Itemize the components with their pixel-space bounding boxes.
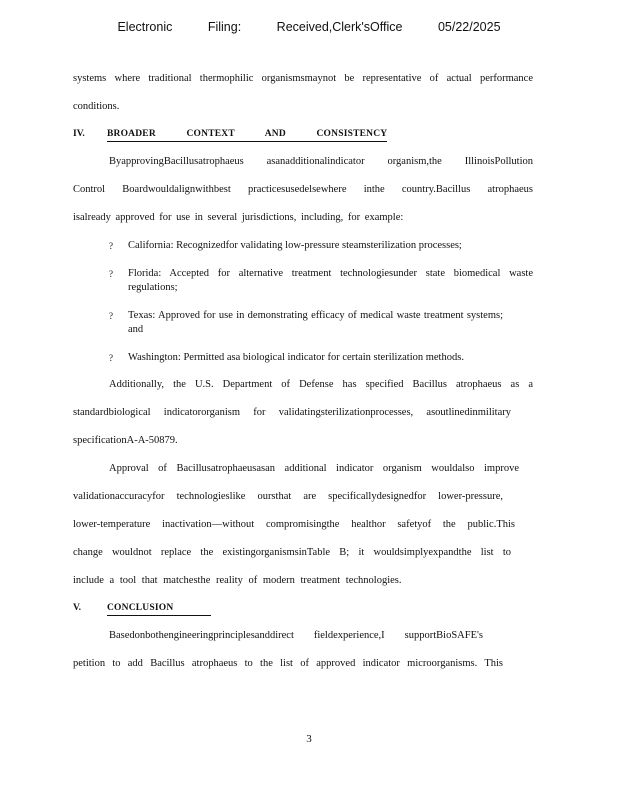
filing-stamp-header [0,20,618,34]
paragraph-line: Additionally, the U.S. Department of Defense has specified Bacillus atrophaeus as a [109,379,533,390]
list-item [73,239,533,253]
bullet-glyph: ? [109,269,113,279]
list-item [73,309,533,337]
list-item-text: California: Recognizedfor validating low-pressure steamsterilization processes; [128,240,462,251]
paragraph-line: include a tool that matchesthe reality of modern treatment technologies. [73,575,402,586]
paragraph-line: ByapprovingBacillusatrophaeus asanadditionalindicator organism,the IllinoisPollution [109,156,533,167]
paragraph-line: conditions. [73,101,120,112]
section-title: CONCLUSION [107,601,211,616]
paragraph-line: systems where traditional thermophilic organismsmaynot be representative of actual performance [73,73,533,84]
section-number: V. [73,603,82,613]
list-item-text: Washington: Permitted asa biological indicator for certain sterilization methods. [128,352,464,363]
bullet-glyph: ? [109,311,113,321]
paragraph-line: petition to add Bacillus atrophaeus to the list of approved indicator microorganisms. This [73,658,503,669]
document-body [73,72,533,671]
paragraph-line: change wouldnot replace the existingorganismsinTable B; it wouldsimplyexpandthe list to [73,547,511,558]
header-received: Received,Clerk'sOffice [276,20,403,34]
page-number: 3 [306,733,312,745]
paragraph-line: Control Boardwouldalignwithbest practicesusedelsewhere inthe country.Bacillus atrophaeus [73,184,533,195]
paragraph-line: Basedonbothengineeringprinciplesanddirect fieldexperience,I supportBioSAFE's [109,630,483,641]
section-title: BROADER CONTEXT AND CONSISTENCY [107,127,387,142]
list-item [73,351,533,365]
list-item [73,267,533,295]
list-item-text: Florida: Accepted for alternative treatment technologiesunder state biomedical waste regulations; [128,268,533,293]
bullet-glyph: ? [109,353,113,363]
bullet-glyph: ? [109,241,113,251]
paragraph-line: standardbiological indicatororganism for validatingsterilizationprocesses, asoutlinedinmilitary [73,407,511,418]
header-electronic: Electronic [117,20,173,34]
paragraph-line: isalready approved for use in several jurisdictions, including, for example: [73,212,404,223]
paragraph-line: lower-temperature inactivation—without compromisingthe healthor safetyof the public.This [73,519,515,530]
header-filing: Filing: [207,20,242,34]
paragraph-line: specificationA-A-50879. [73,435,178,446]
list-item-text: Texas: Approved for use in demonstrating efficacy of medical waste treatment systems; and [128,310,503,335]
section-heading-v [73,601,533,615]
section-number: IV. [73,129,85,139]
section-heading-iv [73,127,533,141]
header-date: 05/22/2025 [437,20,501,34]
paragraph-line: validationaccuracyfor technologieslike oursthat are specificallydesignedfor lower-pressure, [73,491,503,502]
paragraph-line: Approval of Bacillusatrophaeusasan additional indicator organism wouldalso improve [109,463,519,474]
